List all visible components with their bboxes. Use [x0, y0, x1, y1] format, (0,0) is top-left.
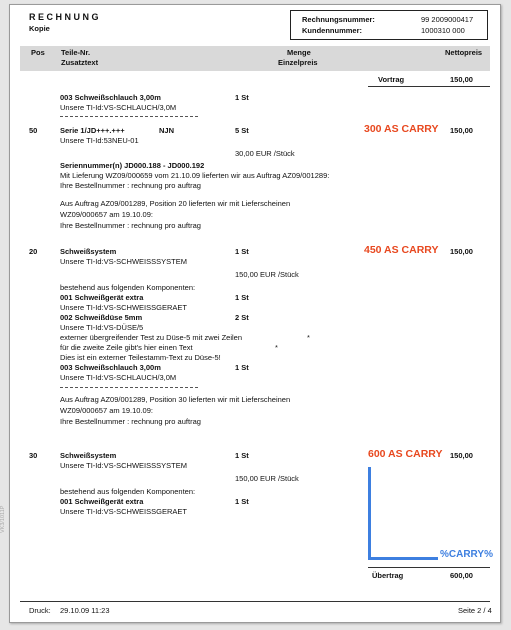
carry-marker-label: %CARRY%	[440, 549, 493, 560]
item30-ti: Unsere TI-Id:VS-SCHWEISSSYSTEM	[60, 461, 187, 470]
item20-c1-name: 001 Schweißgerät extra	[60, 293, 144, 302]
customer-number-label: Kundennummer:	[302, 26, 362, 35]
item30-components-intro: bestehend aus folgenden Komponenten:	[60, 487, 196, 496]
uebertrag-rule	[368, 567, 490, 568]
vortrag-label: Vortrag	[378, 75, 405, 84]
item50-delivery: Mit Lieferung WZ09/000659 vom 21.10.09 lieferten wir aus Auftrag AZ09/001289:	[60, 171, 330, 180]
vortrag-rule	[368, 86, 490, 87]
customer-number: 1000310 000	[421, 26, 465, 35]
footer-druck-value: 29.10.09 11:23	[60, 606, 110, 615]
item30-net: 150,00	[450, 451, 473, 460]
item20-c2-name: 002 Schweißdüse 5mm	[60, 313, 143, 322]
invoice-number-label: Rechnungsnummer:	[302, 15, 375, 24]
item30-pos: 30	[29, 451, 38, 460]
block0-separator	[60, 116, 198, 117]
uebertrag-value: 600,00	[450, 571, 473, 580]
item20-c3-qty: 1 St	[235, 363, 249, 372]
carry-marker-vertical-bar	[368, 467, 371, 560]
invoice-page	[0, 4, 501, 623]
uebertrag-label: Übertrag	[372, 571, 404, 580]
item20-c2-text2: für die zweite Zeile gibt's hier einen Text	[60, 343, 193, 352]
carry-marker-graphic	[365, 467, 490, 562]
item20-p-line1: Aus Auftrag AZ09/001289, Position 30 lieferten wir mit Lieferscheinen	[60, 395, 291, 404]
item20-c2-star2: *	[275, 343, 278, 352]
item20-qty: 1 St	[235, 247, 249, 256]
col-pos: Pos	[31, 48, 45, 57]
invoice-info-box	[290, 10, 488, 40]
block0-qty: 1 St	[235, 93, 249, 102]
carry-marker-horizontal-bar	[368, 557, 438, 560]
item50-name: Serie 1/JD+++.+++	[60, 126, 125, 135]
block0-ti: Unsere TI-Id:VS-SCHLAUCH/3,0M	[60, 103, 177, 112]
footer-rule	[20, 601, 490, 602]
item20-c3-name: 003 Schweißschlauch 3,00m	[60, 363, 161, 372]
item30-name: Schweißsystem	[60, 451, 117, 460]
item50-p2-line3: Ihre Bestellnummer : rechnung pro auftrag	[60, 221, 201, 230]
side-document-code: VK3/1011P	[0, 505, 6, 533]
item30-qty: 1 St	[235, 451, 249, 460]
item50-serial: Seriennummer(n) JD000.188 - JD000.192	[60, 161, 205, 170]
invoice-number: 99 2009000417	[421, 15, 474, 24]
item20-c1-qty: 1 St	[235, 293, 249, 302]
item30-c1-ti: Unsere TI-Id:VS-SCHWEISSGERAET	[60, 507, 187, 516]
item50-carry: 300 AS CARRY	[364, 123, 439, 135]
item50-p2-line1: Aus Auftrag AZ09/001289, Position 20 lieferten wir mit Lieferscheinen	[60, 199, 291, 208]
item20-c2-ti: Unsere TI-Id:VS-DÜSE/5	[60, 323, 144, 332]
item20-p-line3: Ihre Bestellnummer : rechnung pro auftrag	[60, 417, 201, 426]
item20-p-line2: WZ09/000657 am 19.10.09:	[60, 406, 153, 415]
item20-carry: 450 AS CARRY	[364, 244, 439, 256]
item50-net: 150,00	[450, 126, 473, 135]
col-quantity: Menge	[287, 48, 311, 57]
item50-qty: 5 St	[235, 126, 249, 135]
item50-pos: 50	[29, 126, 38, 135]
item50-p2-line2: WZ09/000657 am 19.10.09:	[60, 210, 153, 219]
col-extra-text: Zusatztext	[61, 58, 99, 67]
footer-page-number: Seite 2 / 4	[458, 606, 492, 615]
item20-c1-ti: Unsere TI-Id:VS-SCHWEISSGERAET	[60, 303, 187, 312]
item20-separator	[60, 387, 198, 388]
col-unit-price: Einzelpreis	[278, 58, 318, 67]
document-title: RECHNUNG	[29, 12, 102, 22]
footer-druck-label: Druck:	[29, 606, 51, 615]
col-net-price: Nettopreis	[445, 48, 483, 57]
item20-c2-qty: 2 St	[235, 313, 249, 322]
item20-name: Schweißsystem	[60, 247, 117, 256]
document-subtitle: Kopie	[29, 24, 50, 33]
item20-ti: Unsere TI-Id:VS-SCHWEISSSYSTEM	[60, 257, 187, 266]
item20-pos: 20	[29, 247, 38, 256]
item20-c2-text3: Dies ist ein externer Teilestamm-Text zu Düse-5!	[60, 353, 221, 362]
item30-unit-price: 150,00 EUR /Stück	[235, 474, 299, 483]
item20-c2-star1: *	[307, 333, 310, 342]
item20-c2-text1: externer übergreifender Test zu Düse-5 mit zwei Zeilen	[60, 333, 243, 342]
item30-c1-qty: 1 St	[235, 497, 249, 506]
col-part-no: Teile-Nr.	[61, 48, 91, 57]
item20-c3-ti: Unsere TI-Id:VS-SCHLAUCH/3,0M	[60, 373, 177, 382]
column-header-bar	[20, 46, 490, 71]
block0-name: 003 Schweißschlauch 3,00m	[60, 93, 161, 102]
item30-c1-name: 001 Schweißgerät extra	[60, 497, 144, 506]
item20-components-intro: bestehend aus folgenden Komponenten:	[60, 283, 196, 292]
item30-carry: 600 AS CARRY	[368, 448, 443, 460]
item50-unit-price: 30,00 EUR /Stück	[235, 149, 295, 158]
item20-net: 150,00	[450, 247, 473, 256]
item50-code: NJN	[159, 126, 175, 135]
item20-unit-price: 150,00 EUR /Stück	[235, 270, 299, 279]
vortrag-value: 150,00	[450, 75, 473, 84]
item50-ti: Unsere TI-Id:53NEU-01	[60, 136, 139, 145]
item50-order-ref: Ihre Bestellnummer : rechnung pro auftrag	[60, 181, 201, 190]
